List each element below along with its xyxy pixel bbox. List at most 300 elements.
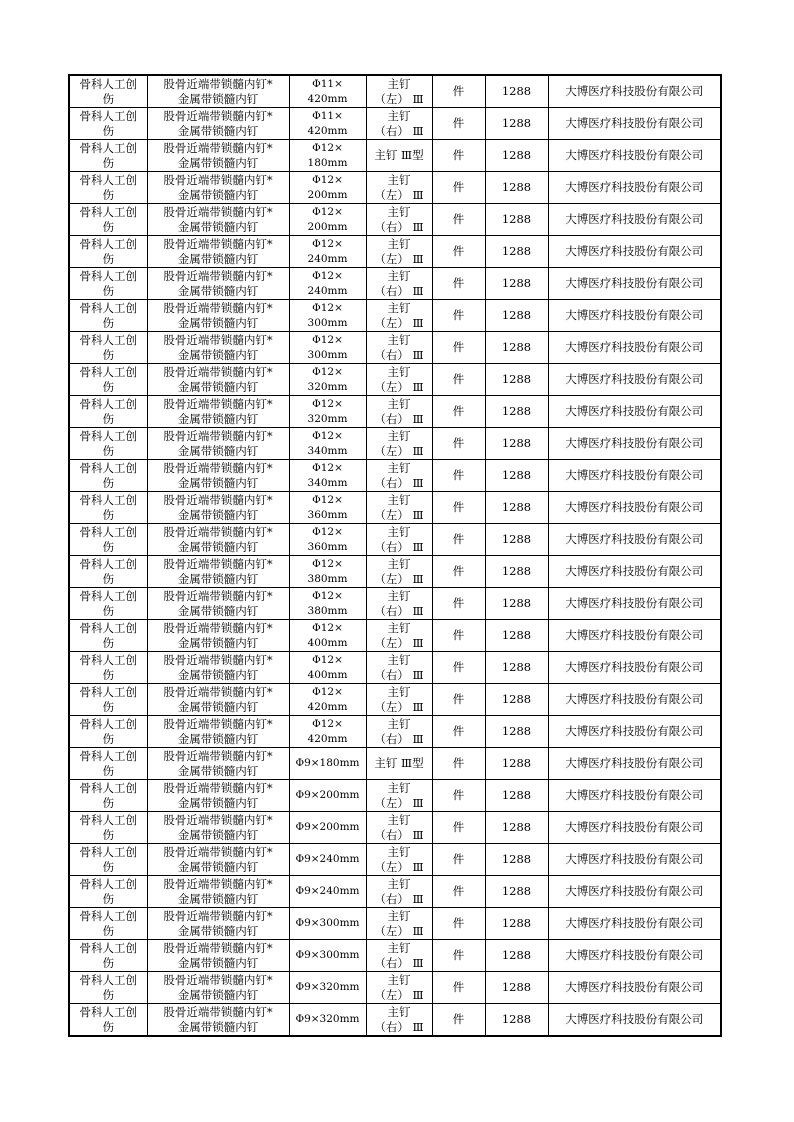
table-row	[69, 75, 721, 108]
category-cell-line: 伤	[102, 923, 114, 938]
spec-cell-line: 400mm	[307, 668, 348, 681]
table-row	[69, 812, 721, 844]
product-name-cell-line: 金属带锁髓内钉	[177, 187, 259, 202]
model-cell-line: （右） Ⅲ	[374, 475, 424, 490]
model-cell-line: 主钉	[387, 908, 411, 923]
category-cell-line: 骨科人工创	[79, 908, 137, 923]
spec-cell	[289, 236, 366, 268]
category-cell-line: 伤	[102, 987, 114, 1002]
unit-cell-text: 件	[452, 660, 465, 674]
category-cell	[69, 620, 147, 652]
company-cell-text: 大博医疗科技股份有限公司	[565, 628, 704, 642]
company-cell-text: 大博医疗科技股份有限公司	[565, 340, 704, 354]
model-cell	[366, 268, 432, 300]
model-cell-line: 主钉	[387, 652, 411, 667]
spec-cell-line: 320mm	[307, 412, 348, 425]
table-row	[69, 204, 721, 236]
price-cell-text: 1288	[501, 308, 532, 322]
category-cell-line: 伤	[102, 379, 114, 394]
model-cell-line: （右） Ⅲ	[374, 283, 424, 298]
category-cell-line: 伤	[102, 699, 114, 714]
price-cell-text: 1288	[501, 948, 532, 962]
model-cell-line: （右） Ⅲ	[374, 411, 424, 426]
product-name-cell-line: 股骨近端带锁髓内钉*	[163, 1004, 273, 1019]
unit-cell-text: 件	[452, 436, 465, 450]
product-name-cell-line: 股骨近端带锁髓内钉*	[163, 748, 273, 763]
category-cell	[69, 492, 147, 524]
unit-cell	[432, 844, 485, 876]
product-name-cell-line: 股骨近端带锁髓内钉*	[163, 780, 273, 795]
category-cell	[69, 108, 147, 140]
product-name-cell-line: 金属带锁髓内钉	[177, 699, 259, 714]
unit-cell-text: 件	[452, 180, 465, 194]
spec-cell	[289, 748, 366, 780]
spec-cell-line: Φ9×240mm	[295, 885, 360, 897]
spec-cell-line: 400mm	[307, 636, 348, 649]
company-cell	[548, 75, 721, 108]
price-cell-text: 1288	[501, 468, 532, 482]
company-cell-text: 大博医疗科技股份有限公司	[565, 500, 704, 514]
unit-cell-text: 件	[452, 116, 465, 130]
model-cell-line: （左） Ⅲ	[374, 379, 424, 394]
unit-cell	[432, 236, 485, 268]
unit-cell-text: 件	[452, 1012, 465, 1026]
table-row	[69, 1004, 721, 1037]
unit-cell-text: 件	[452, 564, 465, 578]
category-cell-line: 骨科人工创	[79, 972, 137, 987]
category-cell-line: 伤	[102, 475, 114, 490]
company-cell	[548, 204, 721, 236]
product-name-cell	[147, 620, 289, 652]
company-cell-text: 大博医疗科技股份有限公司	[565, 180, 704, 194]
company-cell	[548, 300, 721, 332]
product-name-cell-line: 股骨近端带锁髓内钉*	[163, 428, 273, 443]
spec-cell-line: Φ12×	[312, 301, 343, 314]
spec-cell-line: Φ12×	[312, 461, 343, 474]
spec-cell	[289, 75, 366, 108]
spec-cell	[289, 556, 366, 588]
product-name-cell-line: 股骨近端带锁髓内钉*	[163, 908, 273, 923]
price-cell-text: 1288	[501, 628, 532, 642]
unit-cell	[432, 812, 485, 844]
company-cell-text: 大博医疗科技股份有限公司	[565, 84, 704, 98]
price-cell	[485, 172, 548, 204]
model-cell	[366, 460, 432, 492]
model-cell-line: 主钉	[387, 780, 411, 795]
category-cell	[69, 300, 147, 332]
price-cell	[485, 492, 548, 524]
product-name-cell-line: 金属带锁髓内钉	[177, 315, 259, 330]
company-cell	[548, 140, 721, 172]
price-cell-text: 1288	[501, 756, 532, 770]
spec-cell-line: 380mm	[307, 572, 348, 585]
company-cell	[548, 844, 721, 876]
category-cell	[69, 940, 147, 972]
price-cell-text: 1288	[501, 84, 532, 98]
company-cell	[548, 236, 721, 268]
company-cell-text: 大博医疗科技股份有限公司	[565, 660, 704, 674]
spec-cell-line: Φ9×320mm	[295, 1013, 360, 1025]
model-cell-line: 主钉	[387, 876, 411, 891]
spec-cell-line: 420mm	[307, 732, 348, 745]
category-cell	[69, 204, 147, 236]
model-cell-line: （右） Ⅲ	[374, 123, 424, 138]
category-cell	[69, 716, 147, 748]
model-cell	[366, 524, 432, 556]
unit-cell	[432, 108, 485, 140]
price-cell-text: 1288	[501, 724, 532, 738]
product-name-cell	[147, 780, 289, 812]
unit-cell-text: 件	[452, 724, 465, 738]
category-cell-line: 骨科人工创	[79, 268, 137, 283]
product-name-cell-line: 金属带锁髓内钉	[177, 411, 259, 426]
unit-cell-text: 件	[452, 468, 465, 482]
model-cell-line: （左） Ⅲ	[374, 187, 424, 202]
model-cell	[366, 972, 432, 1004]
company-cell-text: 大博医疗科技股份有限公司	[565, 148, 704, 162]
spec-cell-line: 420mm	[307, 124, 348, 137]
unit-cell-text: 件	[452, 532, 465, 546]
product-name-cell-line: 股骨近端带锁髓内钉*	[163, 332, 273, 347]
spec-cell-line: 320mm	[307, 380, 348, 393]
category-cell-line: 骨科人工创	[79, 716, 137, 731]
model-cell	[366, 75, 432, 108]
product-name-cell-line: 金属带锁髓内钉	[177, 603, 259, 618]
category-cell-line: 骨科人工创	[79, 204, 137, 219]
company-cell	[548, 364, 721, 396]
model-cell	[366, 844, 432, 876]
model-cell-line: （左） Ⅲ	[374, 795, 424, 810]
category-cell-line: 骨科人工创	[79, 940, 137, 955]
model-cell	[366, 684, 432, 716]
product-name-cell-line: 金属带锁髓内钉	[177, 251, 259, 266]
company-cell	[548, 492, 721, 524]
product-name-cell	[147, 1004, 289, 1037]
spec-cell	[289, 812, 366, 844]
model-cell-line: 主钉	[387, 300, 411, 315]
price-cell-text: 1288	[501, 916, 532, 930]
spec-cell	[289, 364, 366, 396]
price-cell-text: 1288	[501, 404, 532, 418]
product-name-cell-line: 股骨近端带锁髓内钉*	[163, 268, 273, 283]
product-name-cell-line: 股骨近端带锁髓内钉*	[163, 876, 273, 891]
category-cell	[69, 396, 147, 428]
table-row	[69, 908, 721, 940]
product-name-cell-line: 金属带锁髓内钉	[177, 475, 259, 490]
model-cell-line: 主钉	[387, 332, 411, 347]
product-name-cell-line: 股骨近端带锁髓内钉*	[163, 204, 273, 219]
spec-cell	[289, 396, 366, 428]
model-cell-line: 主钉	[387, 204, 411, 219]
product-name-cell-line: 股骨近端带锁髓内钉*	[163, 556, 273, 571]
model-cell-line: （左） Ⅲ	[374, 699, 424, 714]
spec-cell-line: Φ9×320mm	[295, 981, 360, 993]
price-cell-text: 1288	[501, 180, 532, 194]
category-cell-line: 伤	[102, 539, 114, 554]
category-cell-line: 骨科人工创	[79, 460, 137, 475]
product-name-cell	[147, 268, 289, 300]
model-cell	[366, 876, 432, 908]
unit-cell	[432, 940, 485, 972]
unit-cell	[432, 972, 485, 1004]
price-cell	[485, 876, 548, 908]
product-name-cell	[147, 332, 289, 364]
table-row	[69, 172, 721, 204]
product-name-cell-line: 金属带锁髓内钉	[177, 891, 259, 906]
category-cell	[69, 524, 147, 556]
spec-cell	[289, 908, 366, 940]
company-cell-text: 大博医疗科技股份有限公司	[565, 980, 704, 994]
model-cell-line: （右） Ⅲ	[374, 891, 424, 906]
category-cell	[69, 780, 147, 812]
model-cell-line: 主钉	[387, 940, 411, 955]
table-row	[69, 716, 721, 748]
product-name-cell-line: 金属带锁髓内钉	[177, 667, 259, 682]
category-cell-line: 伤	[102, 731, 114, 746]
spec-cell-line: 200mm	[307, 220, 348, 233]
spec-cell-line: 200mm	[307, 188, 348, 201]
product-name-cell-line: 股骨近端带锁髓内钉*	[163, 716, 273, 731]
product-name-cell-line: 金属带锁髓内钉	[177, 539, 259, 554]
price-cell-text: 1288	[501, 820, 532, 834]
product-name-cell-line: 金属带锁髓内钉	[177, 123, 259, 138]
category-cell-line: 骨科人工创	[79, 556, 137, 571]
company-cell-text: 大博医疗科技股份有限公司	[565, 788, 704, 802]
company-cell-text: 大博医疗科技股份有限公司	[565, 756, 704, 770]
unit-cell-text: 件	[452, 276, 465, 290]
company-cell-text: 大博医疗科技股份有限公司	[565, 948, 704, 962]
model-cell-line: （右） Ⅲ	[374, 539, 424, 554]
category-cell-line: 骨科人工创	[79, 140, 137, 155]
unit-cell	[432, 332, 485, 364]
model-cell	[366, 940, 432, 972]
spec-cell-line: Φ12×	[312, 557, 343, 570]
category-cell-line: 骨科人工创	[79, 684, 137, 699]
table-row	[69, 140, 721, 172]
product-name-cell-line: 金属带锁髓内钉	[177, 219, 259, 234]
model-cell-line: （右） Ⅲ	[374, 219, 424, 234]
table-body	[69, 75, 721, 1036]
category-cell-line: 伤	[102, 1019, 114, 1034]
spec-cell-line: Φ9×240mm	[295, 853, 360, 865]
category-cell	[69, 140, 147, 172]
category-cell	[69, 428, 147, 460]
category-cell-line: 伤	[102, 219, 114, 234]
category-cell	[69, 364, 147, 396]
table-row	[69, 556, 721, 588]
spec-cell-line: Φ9×300mm	[295, 917, 360, 929]
model-cell-line: （左） Ⅲ	[374, 571, 424, 586]
spec-cell-line: 340mm	[307, 444, 348, 457]
unit-cell-text: 件	[452, 308, 465, 322]
spec-cell	[289, 716, 366, 748]
unit-cell	[432, 876, 485, 908]
spec-cell	[289, 108, 366, 140]
spec-cell	[289, 876, 366, 908]
category-cell-line: 骨科人工创	[79, 300, 137, 315]
model-cell-line: 主钉	[387, 844, 411, 859]
spec-cell-line: Φ12×	[312, 141, 343, 154]
price-cell	[485, 908, 548, 940]
price-cell-text: 1288	[501, 500, 532, 514]
company-cell	[548, 876, 721, 908]
product-name-cell-line: 股骨近端带锁髓内钉*	[163, 140, 273, 155]
price-cell	[485, 1004, 548, 1037]
category-cell-line: 骨科人工创	[79, 492, 137, 507]
price-cell	[485, 396, 548, 428]
model-cell-line: （右） Ⅲ	[374, 603, 424, 618]
category-cell	[69, 172, 147, 204]
price-cell	[485, 204, 548, 236]
product-name-cell	[147, 108, 289, 140]
product-name-cell-line: 金属带锁髓内钉	[177, 859, 259, 874]
spec-cell-line: 300mm	[307, 348, 348, 361]
company-cell	[548, 780, 721, 812]
spec-cell	[289, 172, 366, 204]
price-cell	[485, 268, 548, 300]
category-cell-line: 伤	[102, 859, 114, 874]
company-cell	[548, 556, 721, 588]
category-cell-line: 骨科人工创	[79, 332, 137, 347]
price-cell	[485, 524, 548, 556]
spec-cell-line: Φ12×	[312, 269, 343, 282]
product-name-cell	[147, 524, 289, 556]
product-name-cell-line: 金属带锁髓内钉	[177, 987, 259, 1002]
unit-cell-text: 件	[452, 884, 465, 898]
product-name-cell-line: 金属带锁髓内钉	[177, 923, 259, 938]
unit-cell	[432, 524, 485, 556]
model-cell-line: 主钉	[387, 556, 411, 571]
price-cell	[485, 940, 548, 972]
product-name-cell-line: 金属带锁髓内钉	[177, 347, 259, 362]
category-cell-line: 伤	[102, 507, 114, 522]
category-cell	[69, 332, 147, 364]
table-row	[69, 460, 721, 492]
unit-cell	[432, 652, 485, 684]
table-row	[69, 396, 721, 428]
category-cell-line: 骨科人工创	[79, 876, 137, 891]
model-cell-line: 主钉	[387, 620, 411, 635]
company-cell-text: 大博医疗科技股份有限公司	[565, 596, 704, 610]
table-row	[69, 972, 721, 1004]
price-cell-text: 1288	[501, 276, 532, 290]
unit-cell-text: 件	[452, 628, 465, 642]
product-name-cell-line: 金属带锁髓内钉	[177, 635, 259, 650]
spec-cell	[289, 460, 366, 492]
company-cell-text: 大博医疗科技股份有限公司	[565, 564, 704, 578]
price-cell	[485, 812, 548, 844]
unit-cell-text: 件	[452, 212, 465, 226]
model-cell-line: 主钉	[387, 364, 411, 379]
unit-cell	[432, 556, 485, 588]
category-cell-line: 骨科人工创	[79, 588, 137, 603]
price-cell	[485, 108, 548, 140]
spec-cell-line: Φ12×	[312, 205, 343, 218]
product-name-cell-line: 股骨近端带锁髓内钉*	[163, 172, 273, 187]
category-cell	[69, 684, 147, 716]
category-cell-line: 伤	[102, 763, 114, 778]
unit-cell-text: 件	[452, 340, 465, 354]
product-name-cell-line: 股骨近端带锁髓内钉*	[163, 588, 273, 603]
product-name-cell	[147, 172, 289, 204]
category-cell-line: 伤	[102, 667, 114, 682]
category-cell	[69, 588, 147, 620]
spec-cell-line: Φ12×	[312, 717, 343, 730]
product-name-cell	[147, 908, 289, 940]
company-cell	[548, 972, 721, 1004]
spec-cell	[289, 844, 366, 876]
product-name-cell-line: 股骨近端带锁髓内钉*	[163, 236, 273, 251]
category-cell-line: 骨科人工创	[79, 844, 137, 859]
model-cell	[366, 812, 432, 844]
table-row	[69, 492, 721, 524]
company-cell	[548, 172, 721, 204]
unit-cell	[432, 268, 485, 300]
unit-cell	[432, 588, 485, 620]
spec-cell-line: 300mm	[307, 316, 348, 329]
company-cell-text: 大博医疗科技股份有限公司	[565, 692, 704, 706]
company-cell-text: 大博医疗科技股份有限公司	[565, 916, 704, 930]
category-cell-line: 骨科人工创	[79, 76, 137, 91]
price-cell	[485, 428, 548, 460]
model-cell-line: （左） Ⅲ	[374, 635, 424, 650]
category-cell	[69, 268, 147, 300]
product-name-cell	[147, 844, 289, 876]
model-cell-line: 主钉	[387, 588, 411, 603]
spec-cell-line: Φ11×	[312, 77, 343, 90]
product-name-cell	[147, 940, 289, 972]
model-cell	[366, 108, 432, 140]
company-cell	[548, 108, 721, 140]
model-cell-line: 主钉	[387, 812, 411, 827]
product-name-cell-line: 金属带锁髓内钉	[177, 827, 259, 842]
spec-cell-line: Φ12×	[312, 525, 343, 538]
company-cell	[548, 716, 721, 748]
product-name-cell-line: 金属带锁髓内钉	[177, 571, 259, 586]
price-cell	[485, 716, 548, 748]
model-cell-line: 主钉	[387, 236, 411, 251]
price-cell-text: 1288	[501, 532, 532, 546]
product-name-cell-line: 股骨近端带锁髓内钉*	[163, 844, 273, 859]
category-cell	[69, 844, 147, 876]
unit-cell-text: 件	[452, 948, 465, 962]
price-cell-text: 1288	[501, 884, 532, 898]
product-name-cell	[147, 75, 289, 108]
unit-cell	[432, 428, 485, 460]
spec-cell	[289, 620, 366, 652]
category-cell-line: 伤	[102, 955, 114, 970]
unit-cell-text: 件	[452, 916, 465, 930]
category-cell-line: 伤	[102, 827, 114, 842]
category-cell-line: 伤	[102, 795, 114, 810]
company-cell-text: 大博医疗科技股份有限公司	[565, 372, 704, 386]
unit-cell	[432, 780, 485, 812]
category-cell-line: 伤	[102, 283, 114, 298]
price-cell	[485, 300, 548, 332]
category-cell	[69, 556, 147, 588]
product-name-cell	[147, 876, 289, 908]
category-cell	[69, 812, 147, 844]
product-name-cell-line: 股骨近端带锁髓内钉*	[163, 972, 273, 987]
model-cell-line: 主钉	[387, 76, 411, 91]
product-name-cell-line: 股骨近端带锁髓内钉*	[163, 812, 273, 827]
product-name-cell-line: 金属带锁髓内钉	[177, 91, 259, 106]
product-name-cell	[147, 300, 289, 332]
category-cell-line: 骨科人工创	[79, 396, 137, 411]
spec-cell	[289, 524, 366, 556]
price-cell	[485, 844, 548, 876]
price-cell	[485, 140, 548, 172]
